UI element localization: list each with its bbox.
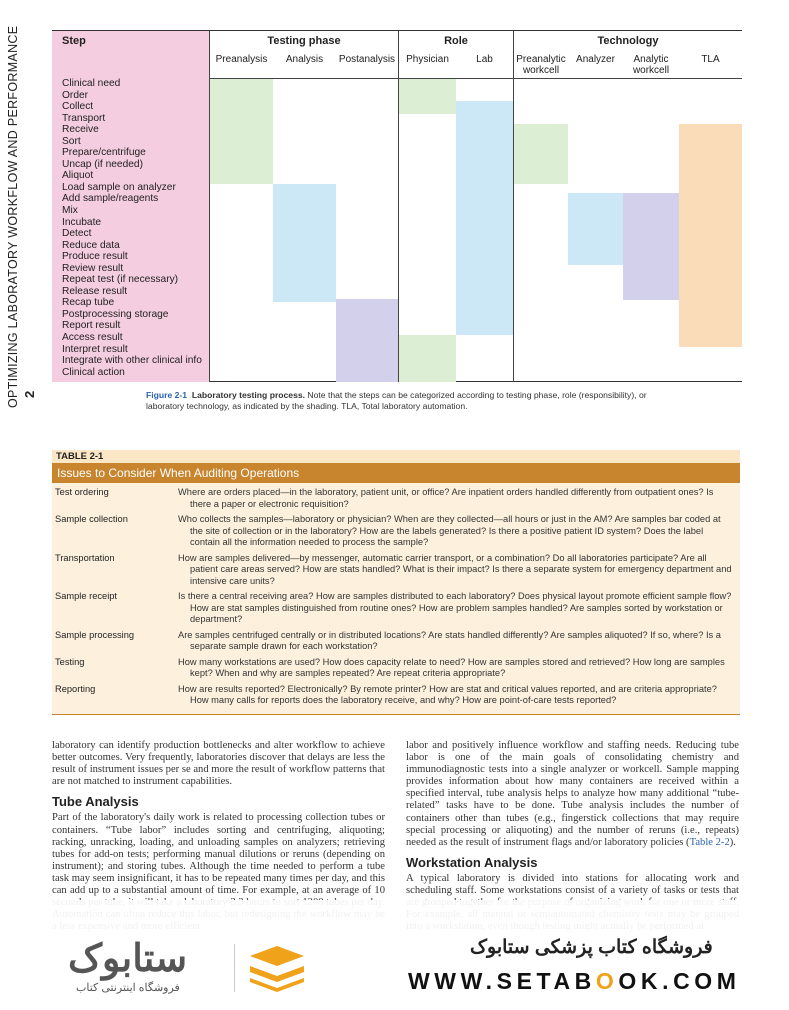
table-issues-auditing	[52, 450, 740, 715]
row-topic: Reporting	[55, 683, 96, 694]
row-topic: Sample processing	[55, 629, 135, 640]
row-topic: Sample collection	[55, 514, 128, 524]
header-divider	[209, 78, 742, 79]
row-issues: How are results reported? Electronically? By remote printer? How are stat and critical values reported, and are criteria appropriate? How many calls for reports does the laboratory receive, and why? How are point-of-care tests reported?	[178, 683, 717, 705]
table-2-2-link[interactable]: Table 2-2	[689, 836, 730, 848]
col-analyzer: Analyzer	[576, 54, 615, 65]
book-stack-icon	[246, 942, 308, 992]
table-row	[52, 487, 740, 514]
step-item: Release result	[62, 285, 128, 297]
technology-header: Technology	[597, 35, 659, 47]
col-preanalytic-line2: workcell	[522, 65, 560, 76]
store-name-fa: فروشگاه کتاب پزشکی ستابوک	[470, 937, 713, 958]
step-item: Clinical action	[62, 366, 125, 378]
step-item: Sort	[62, 135, 81, 147]
step-item: Receive	[62, 124, 99, 136]
col-tla: TLA	[701, 54, 720, 65]
table-title: Issues to Consider When Auditing Operations	[52, 463, 740, 483]
url-part-1: WWW.SETAB	[408, 968, 596, 994]
step-item: Prepare/centrifuge	[62, 147, 146, 159]
col-analysis: Analysis	[285, 54, 324, 65]
page-number: 2	[22, 390, 37, 398]
step-item: Collect	[62, 101, 94, 113]
row-issues: Where are orders placed—in the laboratory, patient unit, or office? Are inpatient orders handled differently from outpatient ones? Is there a paper or electronic requisition?	[178, 487, 714, 509]
url-accent: O	[595, 968, 619, 994]
caption-text: Note that the steps can be categorized according to testing phase, role (responsibility), or laboratory technology, as indicated by the shading. TLA, Total laboratory automation.	[146, 390, 647, 411]
step-item: Uncap (if needed)	[62, 158, 143, 170]
tube-analysis-continued	[406, 740, 739, 849]
store-url[interactable]	[408, 968, 741, 995]
step-item: Order	[62, 89, 89, 101]
col-preanalysis: Preanalysis	[215, 54, 268, 65]
preanalysis-shading	[210, 79, 273, 184]
analyzer-shading	[568, 193, 623, 265]
figure-laboratory-testing-process	[52, 30, 742, 382]
logo-subtitle: فروشگاه اینترنتی کتاب	[76, 982, 180, 994]
row-issues: Is there a central receiving area? How are samples distributed to each laboratory? Does physical layout promote efficient sample flow? How are stat samples distinguished from routine ones? How are problem samples handled? Are samples sorted by workstation or department?	[178, 591, 732, 624]
workstation-analysis-paragraph: A typical laboratory is divided into stations for allocating work and scheduling staff. Some workstations consist of a variety of tasks or tests that	[406, 872, 739, 897]
postanalysis-shading	[336, 299, 398, 382]
col-preanalytic-workcell	[514, 54, 568, 76]
divider-role	[513, 31, 514, 382]
row-issues: How are samples delivered—by messenger, automatic carrier transport, or a combination? Do all laboratories participate? Are all patient care areas served? How are stats handled? What is their impact? Is there a separate system for emergency department and intensive care units?	[178, 552, 732, 586]
caption-title: Laboratory testing process.	[191, 390, 306, 400]
col-physician: Physician	[406, 54, 449, 65]
watermark-banner	[0, 900, 789, 1010]
intro-paragraph: laboratory can identify production bottlenecks and alter workflow to achieve better outcomes. Very frequently, laboratories discover that delays are less the result of instrument issues per se and more the result of workflow patterns that are not matched to instrument capabilities.	[52, 740, 385, 788]
figure-caption	[146, 390, 666, 412]
lab-shading	[456, 101, 513, 335]
tube-analysis-paragraph: Part of the laboratory's daily work is related to processing collection tubes or containers. “Tube labor” includes sorting and centrifuging, aliquoting; racking, unracking, loading, and unloading samples on analyzers; retrieving tubes for add-on tests; performing manual dilutions or reruns (depending on instrument); and storing tubes. Although the time needed to perform a tube task may seem insignificant, it has to be repeated many times per day, and this can add up to a substantial amount of time. For example, at an average of 10	[52, 812, 385, 897]
tube-analysis-heading: Tube Analysis	[52, 794, 139, 810]
step-item: Clinical need	[62, 78, 121, 89]
url-part-2: OK.COM	[618, 968, 741, 994]
col-analytic-line1: Analytic	[633, 54, 669, 65]
running-title-text: OPTIMIZING LABORATORY WORKFLOW AND PERFORMANCE	[6, 25, 20, 408]
step-item: Add sample/reagents	[62, 193, 159, 205]
step-item: Load sample on analyzer	[62, 181, 176, 193]
step-item: Review result	[62, 262, 124, 274]
table-row	[52, 591, 740, 630]
step-item: Transport	[62, 112, 106, 124]
row-topic: Testing	[55, 656, 85, 667]
col-analytic-workcell	[623, 54, 679, 76]
logo-brand-text: ستابوک	[68, 938, 188, 980]
table-row	[52, 684, 740, 711]
col-analytic-line2: workcell	[632, 65, 670, 76]
table-row	[52, 630, 740, 657]
step-item: Integrate with other clinical info	[62, 355, 202, 367]
tla-shading	[679, 124, 742, 347]
row-topic: Sample receipt	[55, 591, 118, 601]
col-preanalytic-line1: Preanalytic	[516, 54, 566, 65]
col-lab: Lab	[476, 54, 493, 65]
row-topic: Test ordering	[55, 487, 109, 497]
step-item: Incubate	[62, 216, 102, 228]
caption-label: Figure 2-1	[146, 390, 188, 400]
table-body	[52, 483, 740, 715]
step-item: Report result	[62, 320, 121, 332]
divider-phase	[398, 31, 399, 382]
analytic-workcell-shading	[623, 193, 679, 300]
setabook-logo	[58, 936, 218, 996]
workstation-analysis-heading: Workstation Analysis	[406, 854, 538, 870]
steps-list	[62, 78, 212, 378]
role-header: Role	[444, 35, 468, 47]
step-item: Detect	[62, 228, 92, 240]
table-row	[52, 514, 740, 553]
step-item: Reduce data	[62, 239, 120, 251]
analysis-shading	[273, 184, 336, 302]
logo-separator	[234, 944, 235, 992]
step-item: Mix	[62, 205, 78, 217]
preanalytic-workcell-shading	[514, 124, 568, 184]
table-row	[52, 657, 740, 684]
step-item: Interpret result	[62, 343, 128, 355]
row-issues: Who collects the samples—laboratory or physician? When are they collected—all hours or just in the AM? Are samples bar coded at the site of collection or in the laboratory? How are the labels generated? Is there a positive patient ID system? Does the label contain all the information needed to process the sample?	[178, 514, 721, 547]
step-item: Repeat test (if necessary)	[62, 274, 179, 286]
step-item: Produce result	[62, 251, 128, 263]
step-item: Access result	[62, 332, 123, 344]
physician-shading-top	[399, 79, 456, 114]
tube-continued-text: labor and positively influence workflow and staffing needs. Reducing tube labor is one of the main goals of consolidating chemistry and immunodiagnostic tests into a single analyzer or workcell. Sample mapping provides information about how many containers are received within a specified interval, tube analysis helps to analyze how many additional “tube-related” tasks have to be done. Tube analysis includes the number of containers other than tubes (e.g., fingerstick collections that may require special processing or aliquoting) and the number of reruns (i.e., repeats) needed as the result of instrument flags and/or laboratory policies (	[406, 740, 739, 848]
row-topic: Transportation	[55, 552, 115, 563]
col-postanalysis: Postanalysis	[338, 54, 396, 65]
step-item: Aliquot	[62, 170, 94, 182]
step-header: Step	[62, 35, 86, 47]
table-tag: TABLE 2-1	[52, 450, 740, 463]
table-row	[52, 553, 740, 592]
step-item: Recap tube	[62, 297, 115, 309]
physician-shading-bottom	[399, 335, 456, 382]
row-issues: How many workstations are used? How does capacity relate to need? How are samples stored and retrieved? How long are samples kept? When and why are samples repeated? Are repeat criteria appropriate?	[178, 656, 725, 678]
tube-continued-close: ).	[729, 836, 736, 848]
row-issues: Are samples centrifuged centrally or in distributed locations? Are stats handled differently? Are samples aliquoted? If so, where? Is a separate sample drawn for each workstation?	[178, 629, 721, 651]
step-item: Postprocessing storage	[62, 308, 169, 320]
testing-phase-header: Testing phase	[267, 35, 341, 47]
